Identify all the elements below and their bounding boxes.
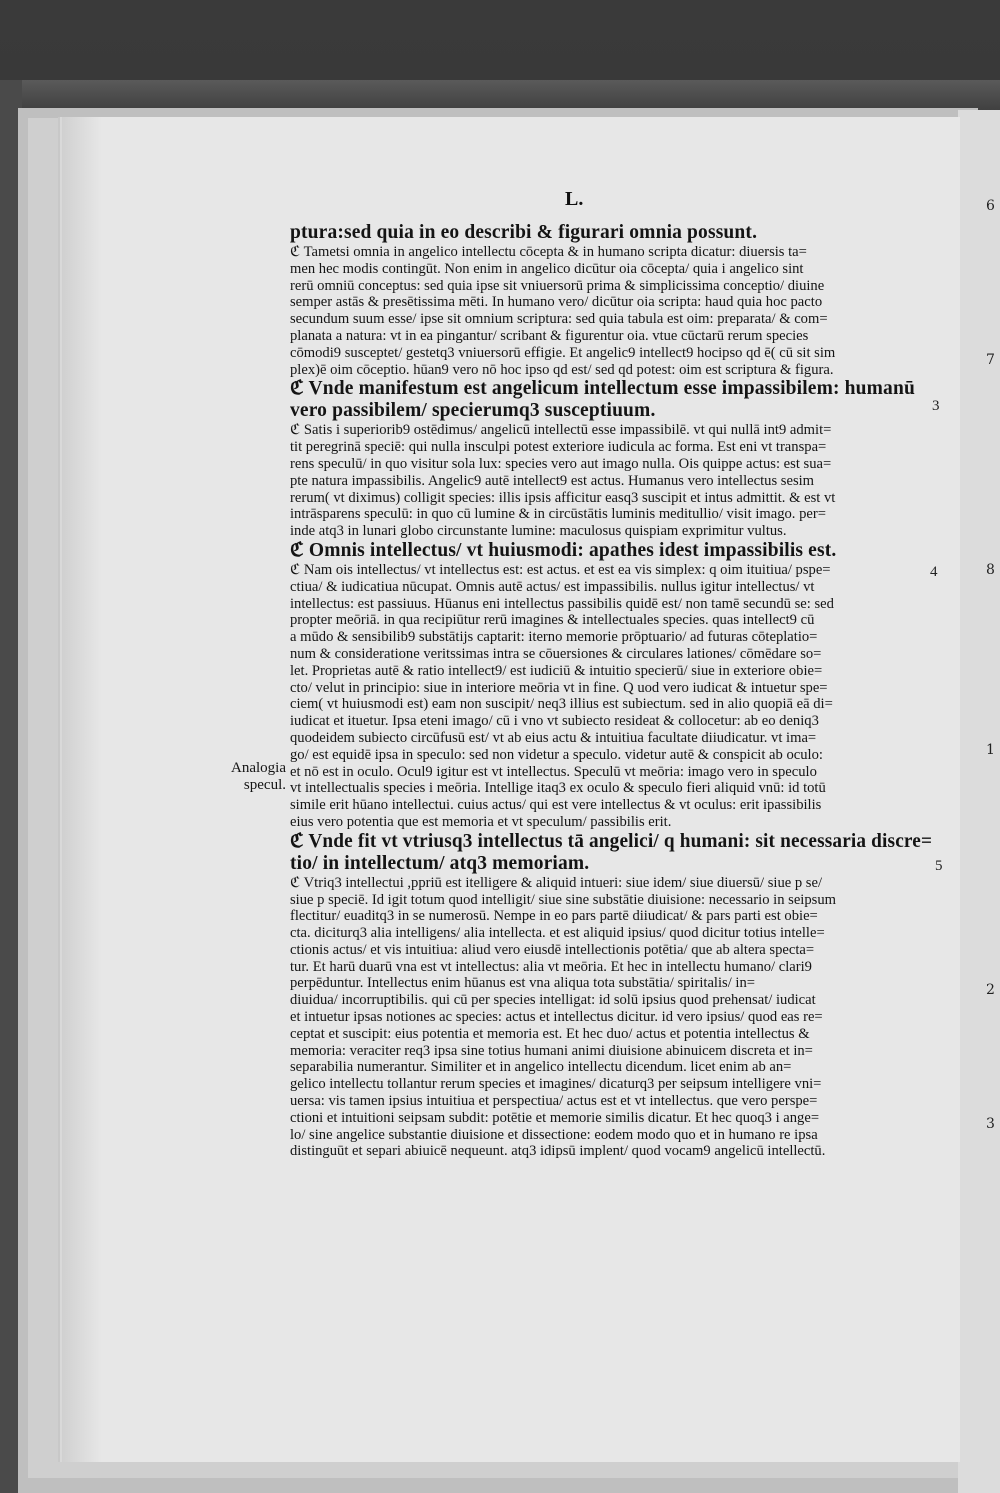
text-line: uersa: vis tamen ipsius intuitiua et perspectiua/ actus est et vt intellectus. que vero perspe= xyxy=(290,1093,818,1110)
text-line: num & consideratione veritssimas intra se cōuersiones & circulares lationes/ cōmēdare so= xyxy=(290,645,822,662)
text-line: cōmodi9 susceptet/ gestetq3 vniuersorū effigie. Et angelic9 intellect9 hocipso qd ē( cū sit sim xyxy=(290,344,836,361)
heading-line: ℭ Vnde manifestum est angelicum intellectum esse impassibilem: humanū xyxy=(290,378,915,400)
margin-number: 4 xyxy=(930,564,938,580)
heading-line: tio/ in intellectum/ atq3 memoriam. xyxy=(290,852,590,874)
facing-page-number: 1 xyxy=(986,742,995,758)
main-text-block xyxy=(290,222,932,1160)
text-line: rerū omniū conceptus: sed quia ipse sit vniuersorū prima & simplicissima conceptio/ diuine xyxy=(290,277,825,294)
text-line: cta. diciturq3 alia intelligens/ alia intellecta. et est aliquid ipsius/ quod dicitur totius intelle= xyxy=(290,925,825,942)
text-line: simile erit hūano intellectui. cuius actus/ qui est vere intellectus & vt oculus: erit ipassibilis xyxy=(290,797,822,814)
text-line: secundum suum esse/ ipse sit omnium scriptura: sed quia tabula est oim: preparata/ & com= xyxy=(290,311,828,328)
text-line: memoria: veraciter req3 ipsa sine totius humani animi diuisione abinuicem discreta et in= xyxy=(290,1042,813,1059)
text-line: rerum( vt diximus) colligit species: illis ipsis afficitur easq3 suscipit et intus admittit. & est vt xyxy=(290,489,836,506)
margin-number: 5 xyxy=(935,858,943,874)
text-line: ctiua/ & iudicatiua nūcupat. Omnis autē actus/ est impassibilis. nullus igitur intellectus/ vt xyxy=(290,578,815,595)
text-line: go/ est equidē ipsa in speculo: sed non videtur a speculo. videtur autē & conspicit ab oculo: xyxy=(290,746,823,763)
text-line: gelico intellectu tollantur rerum species et imagines/ dicaturq3 per seipsum intelligere vni= xyxy=(290,1076,822,1093)
margin-number: 3 xyxy=(932,398,940,414)
heading-line: ℭ Vnde fit vt vtriusq3 intellectus tā angelici/ q humani: sit necessaria discre= xyxy=(290,830,933,852)
marginal-note-line: Analogia xyxy=(231,760,286,776)
text-line: planata a natura: vt in ea pingantur/ scribant & figurentur oia. vtue cūctarū rerum species xyxy=(290,327,809,344)
text-line: ciem( vt huiusmodi est) eam non suscipit/ neq3 illius est subiectum. sed in alio quopiā eā di= xyxy=(290,696,833,713)
page-gutter-shade xyxy=(62,117,102,1462)
text-line: plex)ē oim cōceptio. hūan9 vero nō hoc ipso qd est/ sed qd potest: oim est scriptura & figura. xyxy=(290,361,834,378)
heading-line: vero passibilem/ specierumq3 susceptiuum. xyxy=(290,400,656,422)
text-line: cto/ velut in principio: siue in interiore meōria vt in fine. Q uod vero iudicat & intuetur spe= xyxy=(290,679,828,696)
text-line: lo/ sine angelice substantie diuisione et dissectione: eodem modo quo et in humano re ipsa xyxy=(290,1126,818,1143)
text-line: pte natura impassibilis. Angelic9 autē intellect9 est actus. Humanus vero intellectus sesim xyxy=(290,472,815,489)
folio-number: L. xyxy=(565,188,584,210)
marginal-note-line: specul. xyxy=(243,777,286,793)
text-line: flectitur/ euaditq3 in se numerosū. Nempe in eo pars partē diiudicat/ & pars parti est obie= xyxy=(290,908,818,925)
text-line: iudicat et ituetur. Ipsa eteni imago/ cū i vno vt subiecto resideat & collocetur: ab eo deniq3 xyxy=(290,713,819,730)
text-line: tit peregrinā speciē: qui nulla insculpi potest exteriore iudicula ac forma. Est eni vt transpa= xyxy=(290,439,827,456)
text-line: ℭ Nam ois intellectus/ vt intellectus est: est actus. et est ea vis simplex: q oim ituitiua/ pspe= xyxy=(290,561,831,578)
text-line: inde atq3 in lunari globo circunstante lumine: maculosus quispiam exprimitur vultus. xyxy=(290,523,787,540)
text-line: intrāsparens speculū: in quo cū lumine & in circūstātis luminis meditullio/ visit imago. per= xyxy=(290,506,826,523)
text-line: ceptat et suscipit: eius potentia et memoria est. Et hec duo/ actus et potentia intellectus & xyxy=(290,1025,810,1042)
text-line: intellectus: est passiuus. Hūanus eni intellectus passibilis quidē est/ non tamē secundū se: sed xyxy=(290,595,834,612)
marginal-note xyxy=(216,760,286,794)
text-line: semper astās & presētissima mēti. In humano vero/ dicūtur oia scripta: haud quia hoc pacto xyxy=(290,294,823,311)
text-line: quodeidem subiecto circūfusū est/ vt ab eius actu & intuitiua facultate diiudicatur. vt ima= xyxy=(290,729,817,746)
text-line: ctioni et intuitioni seipsam subdit: potētie et memorie similis dicatur. Et hec quoq3 i ange= xyxy=(290,1109,820,1126)
facing-page-number: 6 xyxy=(986,198,995,214)
text-line: vt intellectualis species i meōria. Intellige itaq3 ex oculo & speculo fieri aliquid vnū: id totū xyxy=(290,780,826,797)
heading-line: ptura:sed quia in eo describi & figurari omnia possunt. xyxy=(290,222,758,243)
text-line: et intuetur ipsas notiones ac species: actus et intellectus dicitur. id vero ipsius/ quod eas re= xyxy=(290,1009,823,1026)
text-line: ℭ Tametsi omnia in angelico intellectu cōcepta & in humano scripta dicatur: diuersis ta= xyxy=(290,244,807,260)
facing-page-number: 8 xyxy=(986,562,995,578)
text-line: distinguūt et separi abiuicē nequeunt. atq3 idipsū implent/ quod vocam9 angelicū intellectū. xyxy=(290,1143,826,1160)
heading-line: ℭ Omnis intellectus/ vt huiusmodi: apathes idest impassibilis est. xyxy=(290,539,837,561)
text-line: let. Proprietas autē & ratio intellect9/ est iudiciū & intuitio specierū/ siue in exteriore obie= xyxy=(290,662,823,679)
facing-page-number: 7 xyxy=(986,352,995,368)
text-line: ctionis actus/ et vis intuitiua: aliud vero eiusdē intellectionis potētia/ que ab altera specta= xyxy=(290,941,815,958)
text-line: eius vero potentia que est memoria et vt speculum/ passibilis erit. xyxy=(290,813,672,830)
text-line: rens speculū/ in quo visitur sola lux: species vero aut imago nulla. Ois quippe actus: est sua= xyxy=(290,455,832,472)
facing-page-edge xyxy=(958,110,1000,1493)
text-line: et nō est in oculo. Ocul9 igitur est vt intellectus. Speculū vt meōria: imago vero in speculo xyxy=(290,763,817,780)
text-line: separabilia numerantur. Similiter et in angelico intellectu dicendum. licet enim ab an= xyxy=(290,1059,792,1076)
text-line: tur. Et harū duarū vna est vt intellectus: alia vt meōria. Et hec in intellectu humano/ clari9 xyxy=(290,958,812,975)
text-line: men hec modis contingūt. Non enim in angelico dicūtur oia cōcepta/ quia i angelico sint xyxy=(290,260,804,277)
text-line: siue p speciē. Id igit totum quod intelligit/ siue sine substātie diuisione: necessario in seipsum xyxy=(290,891,836,908)
text-line: ℭ Satis i superiorib9 ostēdimus/ angelicū intellectū esse impassibilē. vt qui nullā int9 admit= xyxy=(290,422,832,439)
text-line: a mūdo & sensibilib9 substātijs captarit: iterno memorie prōptuario/ ad futuras cōteplatio= xyxy=(290,629,818,646)
text-line: diuidua/ incorruptibilis. qui cū per species intelligat: id solū ipsius quod prehensat/ iudicat xyxy=(290,992,816,1009)
facing-page-number: 3 xyxy=(986,1116,995,1132)
facing-page-number: 2 xyxy=(986,982,995,998)
text-line: propter meōriā. in qua recipiūtur rerū imagines & intellectuales species. quas intellect9 cū xyxy=(290,612,815,629)
text-line: ℭ Vtriq3 intellectui ,ppriū est itelligere & aliquid intueri: siue idem/ siue diuersū/ siue p se/ xyxy=(290,874,823,891)
text-line: perpēduntur. Intellectus enim hūanus est vna aliqua tota substātia/ spiritalis/ in= xyxy=(290,975,755,992)
